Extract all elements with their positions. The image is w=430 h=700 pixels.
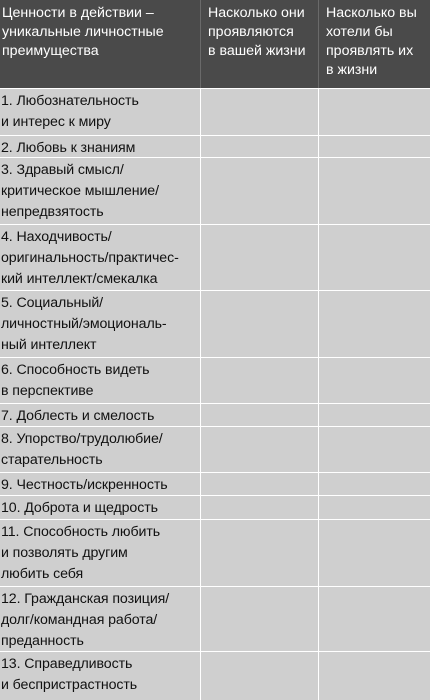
row-label: 1. Любознательность и интерес к миру xyxy=(1,93,139,130)
present-cell[interactable] xyxy=(200,404,319,426)
table-row xyxy=(0,224,430,290)
desired-cell[interactable] xyxy=(318,587,430,651)
desired-cell[interactable] xyxy=(318,652,430,700)
table-row xyxy=(0,157,430,224)
row-label: 8. Упорство/трудолюбие/ старательность xyxy=(1,431,163,468)
table-row xyxy=(0,426,430,472)
desired-cell[interactable] xyxy=(318,496,430,519)
present-cell[interactable] xyxy=(200,89,319,135)
row-label: 2. Любовь к знаниям xyxy=(1,140,136,156)
desired-cell[interactable] xyxy=(318,89,430,135)
desired-cell[interactable] xyxy=(318,225,430,290)
present-cell[interactable] xyxy=(200,158,319,224)
header-desired: Насколько вы хотели бы проявлять их в жизни xyxy=(326,5,417,78)
present-cell[interactable] xyxy=(200,291,319,357)
table-row xyxy=(0,290,430,357)
table-row xyxy=(0,651,430,700)
table-row xyxy=(0,135,430,157)
present-cell[interactable] xyxy=(200,473,319,495)
header-divider xyxy=(318,0,319,88)
table-header xyxy=(0,0,430,88)
present-cell[interactable] xyxy=(200,520,319,586)
row-label: 3. Здравый смысл/ критическое мышление/ непредвзятость xyxy=(1,162,159,220)
table-row xyxy=(0,586,430,651)
present-cell[interactable] xyxy=(200,587,319,651)
table-row xyxy=(0,472,430,495)
present-cell[interactable] xyxy=(200,358,319,403)
table-row xyxy=(0,357,430,403)
table-row xyxy=(0,495,430,519)
desired-cell[interactable] xyxy=(318,291,430,357)
row-label: 11. Способность любить и позволять другим любить себя xyxy=(1,524,161,582)
desired-cell[interactable] xyxy=(318,520,430,586)
header-values: Ценности в действии – уникальные личностные преимущества xyxy=(2,5,164,59)
header-divider xyxy=(200,0,201,88)
row-label: 10. Доброта и щедрость xyxy=(1,500,158,516)
desired-cell[interactable] xyxy=(318,136,430,157)
row-label: 9. Честность/искренность xyxy=(1,477,168,493)
present-cell[interactable] xyxy=(200,496,319,519)
present-cell[interactable] xyxy=(200,225,319,290)
header-present: Насколько они проявляются в вашей жизни xyxy=(208,5,306,59)
desired-cell[interactable] xyxy=(318,404,430,426)
desired-cell[interactable] xyxy=(318,358,430,403)
row-label: 5. Социальный/ личностный/эмоциональ- ный интеллект xyxy=(1,295,167,353)
present-cell[interactable] xyxy=(200,652,319,700)
row-label: 4. Находчивость/ оригинальность/практичес- кий интеллект/смекалка xyxy=(1,229,179,287)
present-cell[interactable] xyxy=(200,427,319,472)
row-label: 6. Способность видеть в перспективе xyxy=(1,362,150,399)
table-row xyxy=(0,88,430,135)
desired-cell[interactable] xyxy=(318,427,430,472)
table-row xyxy=(0,519,430,586)
row-label: 12. Гражданская позиция/ долг/командная работа/ преданность xyxy=(1,591,170,649)
row-label: 13. Справедливость и беспристрастность xyxy=(1,656,138,693)
desired-cell[interactable] xyxy=(318,473,430,495)
row-label: 7. Доблесть и смелость xyxy=(1,408,155,424)
table-row xyxy=(0,403,430,426)
present-cell[interactable] xyxy=(200,136,319,157)
desired-cell[interactable] xyxy=(318,158,430,224)
